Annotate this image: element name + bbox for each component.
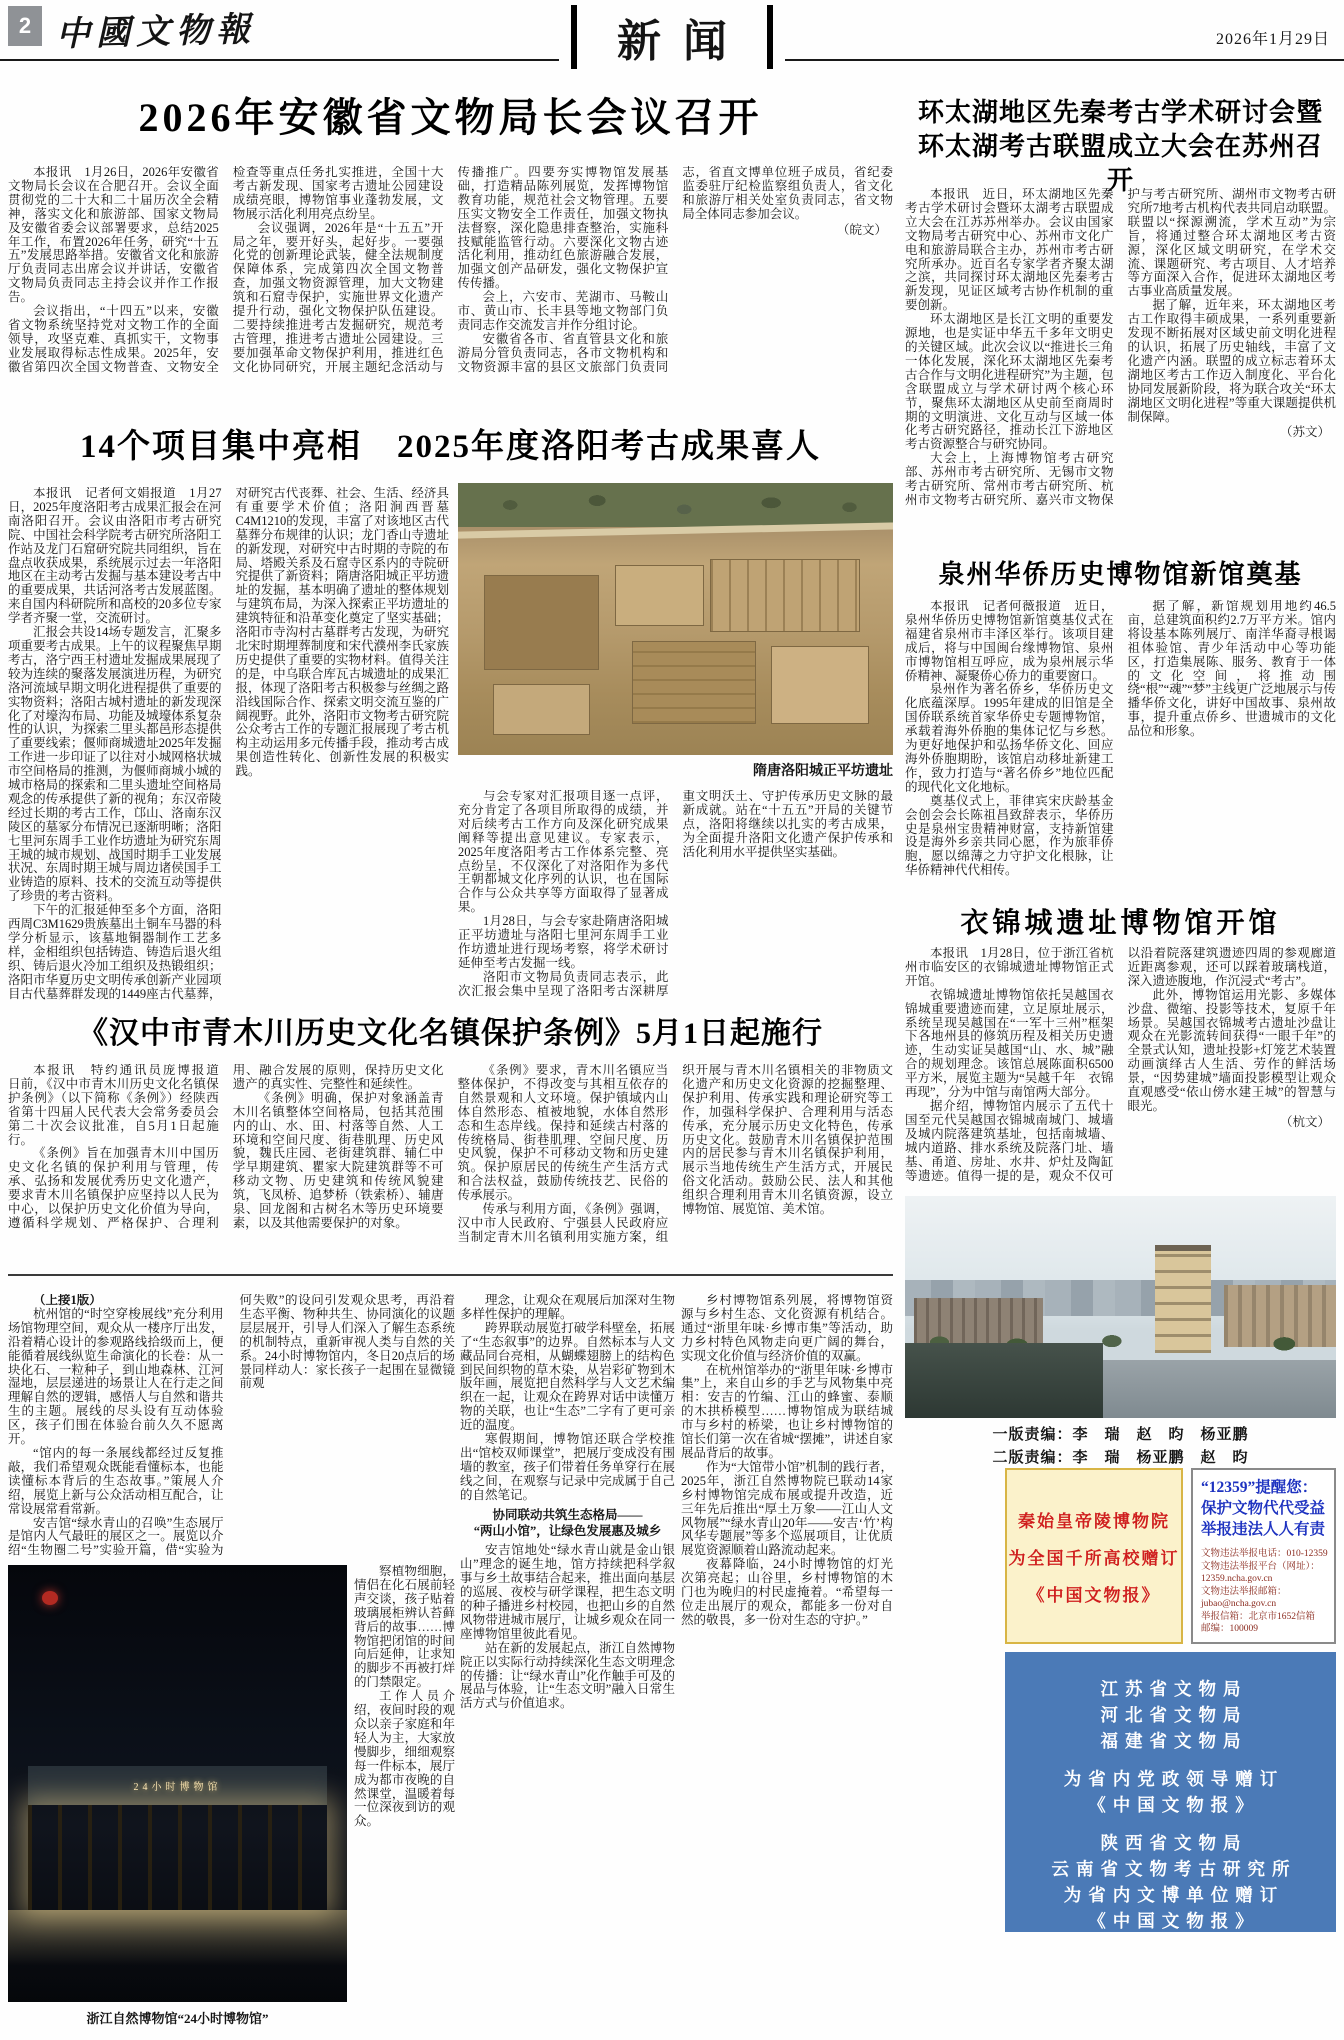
signboard-text: 24小时博物馆 (133, 1782, 222, 1794)
paragraph: 汇报会共设14场专题发言，汇聚多项重要考古成果。上午的议程聚焦早期考古，洛宁西王村遗址发掘成果展现了较为连续的聚落发展演进历程，为研究洛河流域早期文明化进程提供了重要的实物资料；洛阳古城村遗址的新发现深化了对壕沟布局、功能及城壕体系复杂性的认识，为探索二里头都邑形态提供了重要线索；偃师商城遗址2025年发掘工作进一步印证了以往对小城网格状城市空间格局的推测，为偃师商城小城的城市格局的探索和二里头遗址空间格局观念的传承提供了新的视角；东汉帝陵经过长期的考古工作，邙山、洛南东汉陵区的墓冢分布情况已逐渐明晰；洛阳七里河东周手工业作坊遗址为研究东周王城的城市规划、战国时期手工业发展状况、东周时期王城与周边诸侯国手工业铸造的原料、技术的交流互动等提供了珍贵的考古资料。 (8, 625, 222, 904)
paragraph: 跨界联动展览打破学科壁垒，拓展了“生态叙事”的边界。自然标本与人文藏品同台亮相，从蝴蝶翅膀上的结构色到民间织物的草木染，从岩彩矿物到木版年画，展览把自然科学与人文艺术编织在一起，让观众在跨界对话中读懂万物的关联，也让“生态”二字有了更可亲近的温度。 (460, 1320, 675, 1433)
paragraph: 《条例》明确，保护对象涵盖青木川名镇整体空间格局，包括其范围内的山、水、田、村落等自然、人工环境和空间尺度、街巷肌理、历史风貌，魏氏庄园、老街建筑群、辅仁中学早期建筑、瞿家大院建筑群等不可移动文物、历史建筑和传统风貌建筑，飞凤桥、追梦桥（铁索桥）、辅唐泉、回龙阁和古树名木等历史环境要素，以及其他需要保护的对象。 (232, 1090, 444, 1230)
advert-line: 河北省文物局 (1100, 1705, 1248, 1725)
excavation-treeline (458, 483, 893, 527)
hotline-detail-line: 举报信箱：北京市1652信箱 (1201, 1611, 1316, 1622)
paragraph: 在杭州馆举办的“浙里年味·乡博市集”上，来自山乡的手艺与风物集中亮相：安吉的竹编、江山的蜂蜜、泰顺的木拱桥模型……博物馆成为联结城市与乡村的桥梁，也让乡村博物馆的馆长们第一次在省城“摆摊”，讲述自家展品背后的故事。 (681, 1362, 893, 1460)
excavation-trench (615, 565, 704, 627)
publication-date: 2026年1月29日 (1215, 31, 1330, 48)
photo-linan-cityscape (905, 1196, 1336, 1418)
subhead-line1: 协同联动共筑生态格局—— (492, 1507, 643, 1522)
advert-12359-hotline (1191, 1468, 1336, 1644)
section-bar-right-icon (767, 5, 773, 69)
section-divider (8, 1274, 893, 1276)
hotline-detail-line: 文物违法举报邮箱：jubao@ncha.gov.cn (1201, 1586, 1287, 1609)
paragraph: 下午的汇报延伸至多个方面，洛阳西周C3M1629贵族墓出土铜车马器的科学分析显示，该墓地铜器制作工艺多样，金相组织包括铸造、铸造后退火组织、铸后退火冷加工组织及热锻组织；洛阳市华夏历史文明传承创新产业园项目古代墓葬群发现的1449座古代墓葬，对研究古代丧葬、社会、生活、经济具有重要学术价值；洛阳涧西晋墓C4M1210的发现，丰富了对该地区古代墓葬分布规律的认识；龙门香山寺遗址的新发现，对研究中古时期的寺院的布局、塔殿关系及石窟寺区系内的寺院研究提供了新资料；隋唐洛阳城正平坊遗址的发掘，基本明确了遗址的整体规划与建筑布局，为深入探索正平坊遗址的建筑特征和沿革变化奠定了坚实基础；洛阳市寺沟村古墓群考古发现，为研究北宋时期埋葬制度和宋代濮州李氏家族历史提供了重要的实物材料。值得关注的是，中乌联合库瓦古城遗址的成果汇报，体现了洛阳考古积极参与丝绸之路沿线国际合作、探索文明交流互鉴的广阔视野。此外，洛阳市文物考古研究院公众考古工作的专题汇报展现了考古机构主动运用多元传播手段，推动考古成果创造性转化、创新性发展的积极实践。 (8, 487, 449, 1001)
article-body-continuation-wrap (354, 1565, 455, 2002)
paragraph: 本报讯 1月26日，2026年安徽省文物局长会议在合肥召开。会议全面贯彻党的二十大和二十届历次全会精神，落实文化和旅游部、国家文物局及安徽省委会议部署要求，总结2025年工作，布置2026年任务，研究“十五五”发展思路举措。安徽省文化和旅游厅负责同志出席会议并讲话，安徽省文物局负责同志主持会议并作工作报告。 (8, 166, 219, 305)
paragraph: “馆内的每一条展线都经过反复推敲，我们希望观众既能看懂标本，也能读懂标本背后的生态故事。”策展人介绍，展览上新与公众活动相互配合，让常设展常看常新。 (8, 1445, 224, 1516)
paragraph: 《条例》旨在加强青木川中国历史文化名镇的保护利用与管理，传承、弘扬和发展优秀历史文化遗产，要求青木川名镇保护应坚持以人民为中心，以保护历史文化价值为导向，遵循科学规划、严格保护、合理利用、融合发展的原则，保持历史文化遗产的真实性、完整性和延续性。 (8, 1064, 444, 1230)
paragraph: 本报讯 特约通讯员庞博报道 日前，《汉中市青木川历史文化名镇保护条例》（以下简称《条例》）经陕西省第十四届人民代表大会常务委员会第二十次会议批准，自5月1日起施行。 (8, 1064, 232, 1147)
article-body-luoyang-left (8, 487, 449, 1005)
excavation-trench (493, 684, 591, 735)
advert-qinshihuang-museum (1005, 1468, 1183, 1644)
editors-credits (905, 1424, 1336, 1470)
masthead-logo: 中國文物報 (55, 11, 257, 54)
paragraph: 工作人员介绍，夜间时段的观众以亲子家庭和年轻人为主，大家放慢脚步，细细观察每一件标本，展厅成为都市夜晚的自然课堂，温暖着每一位深夜到访的观众。 (354, 1689, 455, 1829)
paragraph: 据介绍，博物馆内展示了五代十国至元代吴越国衣锦城南城门、城墙及城内院落建筑基址，包括南城墙、城内道路、排水系统及院落门址、墙基、甬道、房址、水井、炉灶及陶缸等遗迹。值得一提的是，观众不仅可以沿着院落建筑遗迹四周的参观廊道近距离参观，还可以踩着玻璃栈道，深入遗迹腹地，作沉浸式“考古”。 (905, 947, 1336, 1183)
paragraph: 环太湖地区是长江文明的重要发源地，也是实证中华五千多年文明史的关键区域。此次会议以“推进长三角一体化发展，深化环太湖地区先秦考古合作与文明化进程研究”为主题，包含联盟成立与学术研讨两个核心环节，聚焦环太湖地区从史前至商周时期的文明演进、文化互动与区域一体化考古研究路径，推动长江下游地区考古资源整合与研究协同。 (905, 312, 1114, 452)
hotline-slogan1: 保护文物代代受益 (1201, 1500, 1326, 1517)
subhead-line2: “两山小馆”，让绿色发展惠及城乡 (473, 1523, 662, 1538)
hotline-slogan2: 举报违法人人有责 (1201, 1521, 1326, 1538)
paragraph: 与会专家对汇报项目逐一点评，充分肯定了各项目所取得的成绩，并对后续考古工作方向及深化研究成果阐释等提出意见建议。专家表示，2025年度洛阳考古工作体系完整、亮点纷呈，不仅深化了对洛阳作为多代王朝都城文化序列的认识，也在国际合作与公众共享等方面取得了显著成果。 (458, 790, 669, 915)
excavation-trench (771, 646, 869, 724)
paragraph: 站在新的发展起点，浙江自然博物院正以实际行动持续深化生态文明理念的传播：让“绿水青山”化作触手可及的展品与体验，让“生态文明”融入日常生活方式与价值追求。 (460, 1640, 675, 1711)
article-body-continuation-col4 (681, 1294, 893, 2035)
advert-line: 《中国文物报》 (1088, 1795, 1260, 1815)
paragraph: 衣锦城遗址博物馆依托吴越国衣锦城重要遗迹而建，立足原址展示，系统呈现吴越国在“一军十三州”框架下各地州县的修筑历程及相关历史遗迹，生动实证吴越国“山、水、城”融合的规划理念。该馆总展陈面积6500平方米，展览主题为“吴越千年 衣锦再现”，分为中馆与南馆两大部分。 (905, 987, 1114, 1100)
city-road (1103, 1360, 1336, 1418)
paragraph: 本报讯 近日，环太湖地区先秦考古学术研讨会暨环太湖考古联盟成立大会在江苏苏州举办。会议由国家文物局考古研究中心、苏州市文化广电和旅游局联合主办，苏州市考古研究所承办。近百名专家学者齐聚太湖之滨，共同探讨环太湖地区先秦考古新发现，见证区域考古协作机制的重要创新。 (905, 188, 1114, 313)
paragraph: 理念，让观众在观展后加深对生物多样性保护的理解。 (460, 1294, 675, 1321)
paragraph: 泉州作为著名侨乡，华侨历史文化底蕴深厚。1995年建成的旧馆是全国侨联系统首家华侨史专题博物馆，承载着海外侨胞的集体记忆与乡愁。为更好地保护和弘扬华侨文化、回应海外侨胞期盼，该馆启动移址新建工作，致力打造与“著名侨乡”地位匹配的现代化文化地标。 (905, 682, 1114, 794)
spacer (1005, 1754, 1336, 1766)
paragraph: 本报讯 记者何文娟报道 1月27日，2025年度洛阳考古成果汇报会在河南洛阳召开。会议由洛阳市考古研究院、中国社会科学院考古研究所洛阳工作站及龙门石窟研究院共同组织，旨在盘点收获成果，系统展示过去一年洛阳地区在主动考古发掘与基本建设考古中的重要成果，共话河洛考古发展蓝图。来自国内科研院所和高校的20多位专家学者齐聚一堂，交流研讨。 (8, 487, 222, 626)
headline-hanzhong-regulation: 《汉中市青木川历史文化名镇保护条例》5月1日起施行 (78, 1017, 823, 1050)
advert-line: 秦始皇帝陵博物院 (1018, 1511, 1170, 1531)
headline-line1: 环太湖地区先秦考古学术研讨会暨 (917, 98, 1323, 127)
headline-yijincheng-museum: 衣锦城遗址博物馆开馆 (960, 908, 1281, 939)
museum-storefront-glass (28, 1805, 326, 1910)
byline-taihu: （苏文） (1279, 425, 1330, 440)
article-body-continuation-top (8, 1294, 455, 1560)
headline-quanzhou-museum: 泉州华侨历史博物馆新馆奠基 (938, 560, 1303, 589)
paragraph: 会上，六安市、芜湖市、马鞍山市、黄山市、长丰县等地文物部门负责同志作交流发言并作分组讨论。 (457, 290, 669, 332)
city-canal (905, 1343, 1103, 1418)
headline-line2: 环太湖考古联盟成立大会在苏州召开 (917, 132, 1323, 195)
spacer (1005, 1818, 1336, 1830)
paragraph: 察植物细胞，情侣在化石展前轻声交谈，孩子贴着玻璃展柜辨认苔藓背后的故事……博物馆把闭馆的时间向后延伸，让求知的脚步不再被打烊的门禁限定。 (354, 1565, 455, 1690)
paragraph: 会议强调，2026年是“十五五”开局之年，要开好头，起好步。一要强化党的创新理论武装，健全法规制度保障体系，完成第四次全国文物普查，加强文物资源管理，加大文物建筑和石窟寺保护，实施世界文化遗产提升行动，强化文物保护队伍建设。二要持续推进考古发掘研究，规范考古管理，推进考古遗址公园建设。三要加强革命文物保护利用，推进红色文化协同研究，开展主题纪念活动与传播推广。四要夯实博物馆发展基础，打造精品陈列展览，发挥博物馆教育功能，规范社会文物管理。五要压实文物安全工作责任，加强文物执法督察，深化隐患排查整治，实施科技赋能监管行动。六要深化文物古迹活化利用，推动红色旅游融合发展，加强文创产品研发，强化文物保护宣传传播。 (232, 166, 669, 374)
byline-yijincheng: （杭文） (1279, 1114, 1330, 1129)
page-header (0, 0, 1344, 66)
museum-signboard (28, 1766, 326, 1805)
paragraph: 本报讯 1月28日，位于浙江省杭州市临安区的衣锦城遗址博物馆正式开馆。 (905, 947, 1114, 988)
editors-line2: 二版责编：李 瑞 杨亚鹏 赵 昀 (992, 1450, 1249, 1466)
hotline-detail-line: 邮编：100009 (1201, 1624, 1259, 1634)
excavation-trench (484, 575, 599, 669)
advert-subscription-blue-box (1005, 1652, 1336, 1932)
section-title: 新闻 (617, 17, 749, 66)
advert-line: 陕西省文物局 (1100, 1833, 1248, 1853)
paragraph: 安吉馆地处“绿水青山就是金山银山”理念的诞生地，馆方持续把科学叙事与乡土故事结合起来，推出面向基层的巡展、夜校与研学课程，把生态文明的种子播进乡村校园，也把山乡的自然风物带进城市展厅，让城乡观众在同一座博物馆里彼此看见。 (460, 1543, 675, 1641)
article-body-luoyang-right (458, 790, 893, 1005)
article-body-hanzhong (8, 1064, 893, 1250)
hotline-detail-line: 文物违法举报平台（网址）：12359.ncha.gov.cn (1201, 1561, 1320, 1584)
advert-line: 福建省文物局 (1100, 1731, 1248, 1751)
paragraph: 会议指出，“十四五”以来，安徽省文物系统坚持党对文物工作的全面领导，攻坚克难、真抓实干，文物事业发展取得标志性成果。2025年，安徽省第四次全国文物普查、文物安全检查等重点任务扎实推进，全国十大考古新发现、国家考古遗址公园建设成绩亮眼，博物馆事业蓬勃发展，文物展示活化利用亮点纷呈。 (8, 166, 444, 374)
paragraph: 作为“大馆带小馆”机制的践行者，2025年，浙江自然博物院已联动14家乡村博物馆完成布展或提升改造，近三年先后推出“厚土万象——江山人文风物展”“绿水青山20年——安吉‘竹’构风华专题展”等多个巡展项目，让优质展览资源顺着山路流动起来。 (681, 1459, 893, 1558)
section-bar-left-icon (571, 5, 577, 69)
article-body-continuation-col3 (460, 1294, 675, 2035)
article-body-taihu (905, 188, 1336, 508)
paragraph: 据了解，近年来，环太湖地区考古工作取得丰硕成果，一系列重要新发现不断拓展对区域史前文明化进程的认识，拓展了历史轴线，丰富了文化遗产内涵。联盟的成立标志着环太湖地区考古工作迈入制度化、平台化协同发展新阶段，将为联合攻关“环太湖地区文明化进程”等重大课题提供机制保障。 (1127, 298, 1336, 424)
paragraph: 洛阳市文物局负责同志表示，此次汇报会集中呈现了洛阳考古深耕厚重文明沃土、守护传承历史文脉的最新成就。站在“十五五”开局的关键节点，洛阳将继续以扎实的考古成果，为全面提升洛阳文化遗产保护传承和活化利用水平提供坚实基础。 (458, 790, 893, 998)
paragraph: 奠基仪式上，菲律宾宋庆龄基金会创会会长陈祖昌致辞表示，华侨历史是泉州宝贵精神财富，支持新馆建设是海外乡亲共同心愿，作为旅菲侨胞，愿以绵薄之力守护文化根脉，让华侨精神代代相传。 (905, 793, 1114, 878)
headline-anhui-conference: 2026年安徽省文物局长会议召开 (138, 95, 763, 140)
page-number: 2 (8, 6, 42, 46)
article-body-anhui (8, 166, 893, 380)
hotline-detail-line: 文物违法举报电话：010-12359 (1201, 1549, 1328, 1559)
advert-row (1005, 1468, 1336, 1644)
paragraph: 夜幕降临，24小时博物馆的灯光次第亮起；山谷里，乡村博物馆的木门也为晚归的村民虚掩着。“希望每一位走出展厅的观众，都能多一份对自然的敬畏，多一份对生态的守护。” (681, 1557, 893, 1627)
paragraph: 安吉馆“绿水青山的召唤”生态展厅是馆内人气最旺的展区之一。展览以介绍“生物圈二号”实验开篇，借“实验为何失败”的设问引发观众思考，再沿着生态平衡、物种共生、协同演化的议题层层展开，引导人们深入了解生态系统的机制特点，重新审视人类与自然的关系。24小时博物馆内，冬日20点后的场景同样动人：家长孩子一起围在显微镜前观 (8, 1294, 455, 1558)
photo-excavation-site (458, 483, 893, 755)
paragraph: 传承与利用方面，《条例》强调，汉中市人民政府、宁强县人民政府应当制定青木川名镇利用实施方案，组织开展与青木川名镇相关的非物质文化遗产和历史文化资源的挖掘整理、保护利用、传承实践和理论研究等工作，加强科学保护、合理利用与活态传承，充分展示历史文化特色，传承历史文化。鼓励青木川名镇保护范围内的居民参与青木川名镇保护利用，展示当地传统生产生活方式，开展民俗文化活动。鼓励公民、法人和其他组织合理利用青木川名镇资源，设立博物馆、展览馆、美术馆。 (457, 1064, 893, 1244)
advert-line: 《中国文物报》 (1088, 1911, 1260, 1931)
hotline-details (1201, 1548, 1328, 1636)
paragraph: 寒假期间，博物馆还联合学校推出“馆校双师课堂”，把展厅变成没有围墙的教室，孩子们带着任务单穿行在展线之间，在观察与记录中完成属于自己的自然笔记。 (460, 1432, 675, 1502)
photo-caption-night-museum: 浙江自然博物馆“24小时博物馆” (86, 2011, 269, 2026)
paragraph: 《条例》要求，青木川名镇应当整体保护，不得改变与其相互依存的自然景观和人文环境。保护镇域内山体自然形态、植被地貌，水体自然形态和生态岸线。保持和延续古村落的传统格局、街巷肌理、空间尺度、历史风貌，保护不可移动文物和历史建筑。保护原居民的传统生产生活方式和合法权益，鼓励传统技艺、民俗的传承展示。 (457, 1064, 669, 1203)
photo-night-museum (8, 1565, 347, 2002)
excavation-trench (632, 641, 756, 725)
advert-line: 江苏省文物局 (1100, 1679, 1248, 1699)
continued-from-note: （上接1版） (33, 1294, 102, 1307)
advert-line: 为省内党政领导赠订 (1063, 1769, 1285, 1789)
paragraph: 据了解，新馆规划用地约46.5亩，总建筑面积约2.7万平方米。馆内将设基本陈列展厅、南洋华裔寻根谒祖体验馆、青少年活动中心等功能区，打造集展陈、服务、教育于一体的文化空间，将推动围绕“根”“魂”“梦”主线更广泛地展示与传播华侨文化，讲好中国故事、泉州故事，提升重点侨乡、世遗城市的文化品位和形象。 (1127, 600, 1336, 739)
paragraph: 安徽省各市、省直管县文化和旅游局分管负责同志，各市文物机构和文物资源丰富的县区文旅部门负责同志，省直文博单位班子成员，省纪委监委驻厅纪检监察组负责人，省文化和旅游厅相关处室负责同志，省文物局全体同志参加会议。 (457, 166, 893, 374)
paragraph: 大会上，上海博物馆考古研究部、苏州市考古研究所、无锡市文物考古研究所、常州市考古研究所、杭州市文物考古研究所、嘉兴市文物保护与考古研究所、湖州市文物考古研究所7地考古机构代表共同启动联盟。联盟以“探源溯流，学术互动”为宗旨，将通过整合环太湖地区考古资源，深化区域文明研究，在学术交流、课题研究、考古项目、人才培养等方面深入合作，促进环太湖地区考古事业高质量发展。 (905, 188, 1336, 507)
editors-line1: 一版责编：李 瑞 赵 昀 杨亚鹏 (992, 1427, 1249, 1443)
advert-line: 云南省文物考古研究所 (1051, 1859, 1297, 1879)
article-body-quanzhou (905, 600, 1336, 882)
headline-luoyang-archaeology: 14个项目集中亮相 2025年度洛阳考古成果喜人 (80, 429, 821, 465)
advert-line: 为省内文博单位赠订 (1063, 1885, 1285, 1905)
photo-caption-excavation: 隋唐洛阳城正平坊遗址 (753, 764, 893, 779)
hotline-title: “12359”提醒您： (1201, 1479, 1318, 1496)
advert-line: 《中国文物报》 (1027, 1585, 1161, 1605)
ground-reflection (8, 1910, 347, 2002)
paragraph: 本报讯 记者何薇报道 近日，泉州华侨历史博物馆新馆奠基仪式在福建省泉州市丰泽区举行。该项目建成后，将与中国闽台缘博物馆、泉州市博物馆相互呼应，成为泉州展示华侨精神、凝聚侨心侨力的重要窗口。 (905, 600, 1114, 683)
advert-line: 为全国千所高校赠订 (1008, 1548, 1180, 1568)
byline-anhui: （皖文） (836, 222, 887, 237)
headline-taihu-alliance (905, 96, 1336, 198)
paragraph: 乡村博物馆系列展，将博物馆资源与乡村生态、文化资源有机结合。通过“浙里年味·乡博市集”等活动，助力乡村特色风物走向更广阔的舞台，实现文化价值与经济价值的双赢。 (681, 1294, 893, 1363)
excavation-trench (710, 559, 860, 632)
paragraph: 此外，博物馆运用光影、多媒体沙盘、微缩、投影等技术，复原千年场景。吴越国衣锦城考古遗址沙盘让观众在光影流转间获得“一眼千年”的全景式认知，遗址投影+灯笼艺术装置动画演绎古人生活、劳作的鲜活场景，“因势建城”墙面投影模型让观众直观感受“依山傍水建王城”的智慧与眼光。 (1127, 987, 1336, 1113)
paragraph: 1月28日，与会专家赴隋唐洛阳城正平坊遗址与洛阳七里河东周手工业作坊遗址进行现场考察，将学术研讨延伸至考古发掘一线。 (458, 914, 669, 970)
paragraph: 杭州馆的“时空穿梭展线”充分利用场馆物理空间，观众从一楼序厅出发，沿着精心设计的参观路线拾级而上，便能循着展线纵览生命演化的长卷：从一块化石、一粒种子，到山地森林、江河湿地，层层递进的场景让人在行走之间理解自然的逻辑，感悟人与自然和谐共生的主题。展线的尽头设有互动体验区，孩子们围在体验台前久久不愿离开。 (8, 1306, 224, 1447)
article-body-yijincheng (905, 947, 1336, 1187)
section-banner (559, 2, 785, 72)
